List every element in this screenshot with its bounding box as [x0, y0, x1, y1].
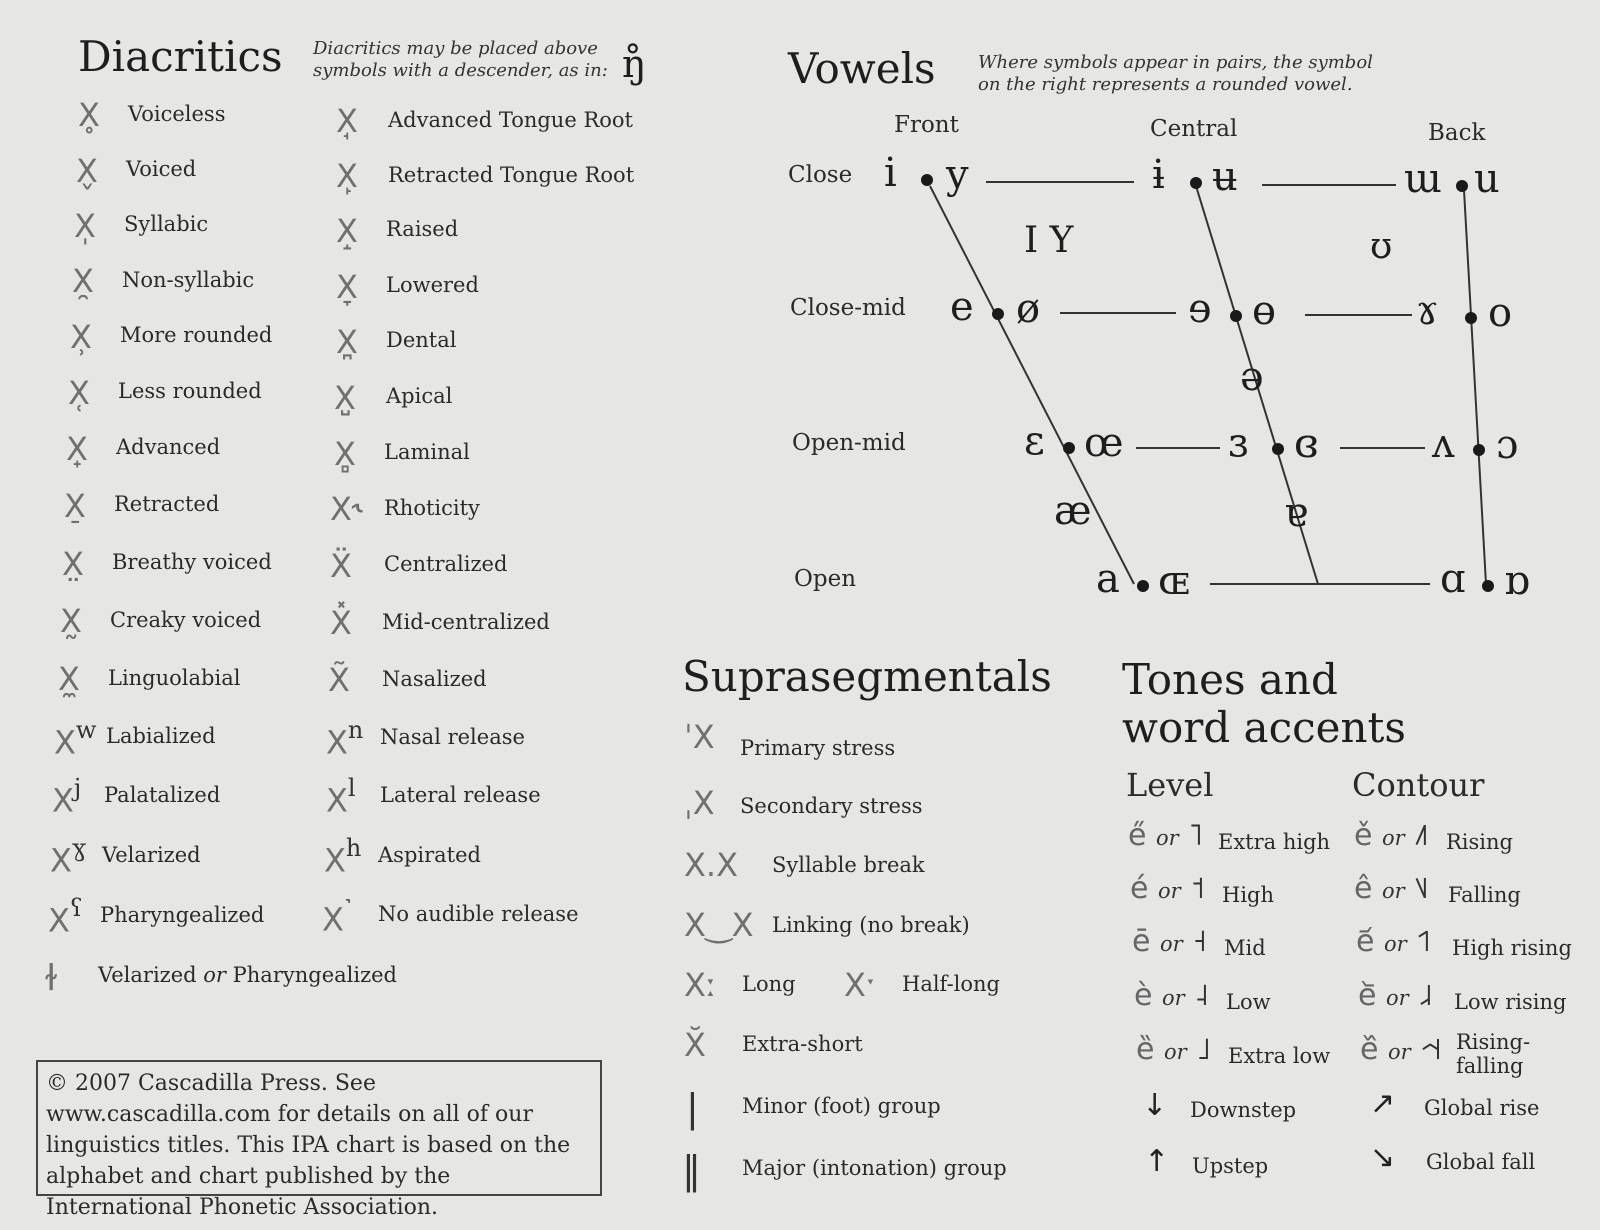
diacritics-title: Diacritics — [78, 32, 283, 81]
diacritic-label: Laminal — [384, 440, 470, 464]
diacritic-label: Non-syllabic — [122, 268, 255, 292]
level-tone-label: Extra low — [1228, 1044, 1331, 1068]
tones-title-line1: Tones and — [1122, 655, 1338, 704]
diacritic-glyph: $X^n$ — [326, 716, 364, 762]
contour-tone-row: ě or ˩˥ — [1354, 818, 1430, 853]
diacritic-label: Aspirated — [378, 843, 481, 867]
diacritic-label: Dental — [386, 328, 457, 352]
diacritics-example: ŋ̊ — [622, 42, 647, 86]
diacritic-glyph: $X^ɣ$ — [50, 834, 87, 880]
major-group-glyph: ‖ — [682, 1148, 701, 1192]
diacritic-glyph: $X^l$ — [326, 774, 356, 820]
minor-group-glyph: | — [686, 1086, 699, 1130]
diacritic-glyph: X̘ — [336, 102, 358, 140]
vowel-close-front-rounded: y — [946, 152, 969, 198]
vowel-open-front-unrounded: a — [1096, 556, 1120, 602]
diacritic-label: Apical — [386, 384, 453, 408]
vowel-open-mid-back-rounded: ɔ — [1496, 422, 1519, 468]
vowel-near-close-back: ʊ — [1370, 226, 1393, 267]
diacritic-label: Raised — [386, 217, 459, 241]
vowel-dot — [1456, 180, 1468, 192]
vowel-close-front-unrounded: i — [884, 150, 897, 196]
vowel-near-open-front: æ — [1054, 488, 1092, 534]
diacritic-glyph: X̞ — [336, 268, 358, 306]
diacritic-glyph: X̻ — [334, 435, 356, 473]
diacritic-glyph: X̥ — [78, 96, 100, 134]
diacritic-glyph: X̝ — [336, 212, 358, 250]
vowel-dot — [1482, 580, 1494, 592]
global-fall-arrow-icon: ↘ — [1370, 1140, 1396, 1175]
level-tone-label: Low — [1226, 990, 1271, 1014]
diacritic-label: Voiced — [126, 157, 197, 181]
vowels-note: Where symbols appear in pairs, the symbol on the right represents a rounded vowel. — [978, 52, 1373, 95]
vowel-dot — [1137, 580, 1149, 592]
diacritic-label: Less rounded — [118, 379, 262, 403]
diacritic-glyph: X̟ — [66, 430, 88, 468]
row-close-mid: Close-mid — [790, 295, 906, 321]
diacritic-label: Linguolabial — [108, 666, 241, 690]
long-glyph: Xː — [684, 966, 717, 1004]
velarized-pharyngealized-label: Velarized or Pharyngealized — [98, 963, 398, 987]
vowel-dot — [1465, 312, 1477, 324]
suprasegmental-glyph: X‿X — [684, 906, 754, 944]
diacritic-glyph: $X^j$ — [52, 774, 82, 820]
diacritic-label: Velarized — [102, 843, 201, 867]
vowel-open-mid-front-rounded: œ — [1084, 420, 1124, 466]
diacritic-glyph: X̰ — [60, 602, 82, 640]
vowel-open-mid-back-unrounded: ʌ — [1432, 421, 1455, 467]
column-central: Central — [1150, 116, 1238, 142]
long-label: Long — [742, 972, 796, 996]
diacritic-label: Mid-centralized — [382, 610, 550, 634]
level-tone-row: ē or ˧ — [1132, 924, 1208, 959]
vowels-title: Vowels — [788, 44, 936, 93]
upstep-arrow-icon: ↑ — [1144, 1144, 1170, 1179]
vowel-open-front-rounded: ɶ — [1158, 558, 1190, 604]
row-close: Close — [788, 162, 853, 188]
diacritic-label: Labialized — [106, 724, 216, 748]
suprasegmental-glyph: ˈX — [684, 718, 715, 756]
extra-short-label: Extra-short — [742, 1032, 863, 1056]
contour-header: Contour — [1352, 766, 1485, 804]
contour-tone-label: Falling — [1448, 883, 1521, 907]
vowel-near-open-central: ɐ — [1284, 490, 1308, 536]
diacritic-glyph: X̬ — [76, 152, 98, 190]
contour-tone-label: Rising — [1446, 830, 1513, 854]
diacritic-label: Lowered — [386, 273, 479, 297]
suprasegmental-label: Linking (no break) — [772, 913, 970, 937]
diacritic-label: Nasalized — [382, 667, 487, 691]
extra-short-glyph: X̆ — [684, 1026, 706, 1064]
diacritic-label: Advanced — [116, 435, 221, 459]
contour-tone-row: e᷅ or ˩˨ — [1358, 978, 1434, 1013]
diacritic-glyph: X˺ — [322, 893, 352, 939]
vowel-close-back-rounded: u — [1474, 156, 1500, 202]
column-back: Back — [1428, 120, 1486, 146]
vowel-close-mid-central-rounded: ɵ — [1252, 288, 1277, 334]
diacritic-glyph: X̜ — [68, 374, 90, 412]
diacritic-glyph: X̼ — [58, 660, 80, 698]
suprasegmentals-title: Suprasegmentals — [682, 652, 1052, 701]
minor-group-label: Minor (foot) group — [742, 1094, 941, 1118]
diacritic-label: Palatalized — [104, 783, 221, 807]
diacritic-glyph: Ẍ — [330, 547, 352, 585]
diacritic-glyph: X̃ — [328, 661, 350, 699]
diacritic-glyph: $X^ʕ$ — [48, 894, 83, 940]
diacritic-glyph: X˞ — [330, 490, 363, 528]
downstep-label: Downstep — [1190, 1098, 1297, 1122]
downstep-arrow-icon: ↓ — [1142, 1088, 1168, 1123]
copyright-box: © 2007 Cascadilla Press. See www.cascadilla.com for details on all of our linguistics titles. This IPA chart is based on the alphabet and chart published by the International Phonetic Association. — [36, 1060, 602, 1196]
diacritic-glyph: X̯ — [72, 262, 94, 300]
diacritic-glyph: X̽ — [330, 604, 352, 642]
diacritic-glyph: X̙ — [336, 157, 358, 195]
row-open-mid: Open-mid — [792, 430, 906, 456]
tones-title-line2: word accents — [1122, 703, 1406, 752]
diacritic-label: Retracted Tongue Root — [388, 163, 635, 187]
suprasegmental-label: Syllable break — [772, 853, 925, 877]
half-long-label: Half-long — [902, 972, 1000, 996]
diacritic-glyph: X̪ — [336, 323, 358, 361]
vowel-close-mid-front-rounded: ø — [1016, 286, 1041, 332]
suprasegmental-glyph: X.X — [684, 846, 739, 884]
diacritic-glyph: X̠ — [64, 487, 86, 525]
half-long-glyph: Xˑ — [844, 966, 877, 1004]
vowel-close-mid-central-unrounded: ɘ — [1188, 286, 1212, 332]
column-front: Front — [894, 112, 959, 138]
level-tone-label: High — [1222, 883, 1274, 907]
contour-tone-row: ê or ˥˩ — [1354, 871, 1430, 906]
diacritic-label: Voiceless — [128, 102, 226, 126]
vowel-dot — [1272, 443, 1284, 455]
global-fall-label: Global fall — [1426, 1150, 1536, 1174]
diacritic-label: More rounded — [120, 323, 273, 347]
diacritics-note: Diacritics may be placed above symbols with a descender, as in: — [313, 38, 608, 81]
vowel-close-central-rounded: ʉ — [1212, 154, 1238, 200]
vowel-dot — [1190, 177, 1202, 189]
diacritic-label: Lateral release — [380, 783, 541, 807]
vowel-dot — [992, 308, 1004, 320]
contour-tone-row: e᷈ or ˧˦˧ — [1360, 1032, 1443, 1067]
contour-tone-label: High rising — [1452, 936, 1572, 960]
diacritic-label: No audible release — [378, 902, 579, 926]
diacritic-label: Syllabic — [124, 212, 209, 236]
diacritic-label: Creaky voiced — [110, 608, 262, 632]
level-tone-label: Extra high — [1218, 830, 1331, 854]
level-tone-row: è or ˨ — [1134, 978, 1210, 1013]
suprasegmental-label: Primary stress — [740, 736, 896, 760]
diacritic-label: Advanced Tongue Root — [388, 108, 633, 132]
vowel-close-mid-front-unrounded: e — [950, 284, 974, 330]
diacritic-label: Pharyngealized — [100, 903, 265, 927]
diacritic-glyph: X̹ — [70, 318, 92, 356]
diacritic-glyph: $X^h$ — [324, 834, 362, 880]
vowel-schwa: ə — [1240, 354, 1264, 400]
vowel-open-back-unrounded: ɑ — [1440, 556, 1466, 602]
vowel-near-close-front: I Y — [1024, 220, 1074, 261]
vowel-close-mid-back-rounded: o — [1488, 290, 1513, 336]
diacritic-label: Rhoticity — [384, 496, 480, 520]
vowel-dot — [1230, 310, 1242, 322]
velarized-pharyngealized-glyph: ɫ — [44, 958, 59, 999]
vowel-dot — [1473, 444, 1485, 456]
suprasegmental-label: Secondary stress — [740, 794, 923, 818]
major-group-label: Major (intonation) group — [742, 1156, 1007, 1180]
level-tone-row: ȅ or ˩ — [1136, 1032, 1212, 1067]
global-rise-label: Global rise — [1424, 1096, 1540, 1120]
diacritic-label: Nasal release — [380, 725, 525, 749]
level-header: Level — [1126, 766, 1214, 804]
vowel-dot — [1063, 442, 1075, 454]
vowel-open-mid-central-unrounded: ɜ — [1228, 420, 1249, 466]
diacritic-glyph: X̤ — [62, 545, 84, 583]
contour-tone-label: Low rising — [1454, 990, 1567, 1014]
vowel-dot — [921, 174, 933, 186]
vowel-open-back-rounded: ɒ — [1504, 558, 1530, 604]
diacritic-glyph: X̩ — [74, 207, 96, 245]
level-tone-row: é or ˦ — [1130, 871, 1206, 906]
tones-title — [1122, 656, 1406, 752]
level-tone-label: Mid — [1224, 936, 1266, 960]
diacritic-glyph: X̺ — [334, 379, 356, 417]
diacritic-label: Centralized — [384, 552, 508, 576]
row-open: Open — [794, 566, 857, 592]
contour-tone-label: Rising- falling — [1456, 1030, 1531, 1078]
level-tone-row: e̋ or ˥ — [1128, 818, 1204, 853]
vowel-close-mid-back-unrounded: ɤ — [1416, 288, 1439, 334]
suprasegmental-glyph: ˌX — [684, 784, 715, 822]
vowel-close-central-unrounded: ɨ — [1152, 152, 1165, 198]
vowel-close-back-unrounded: ɯ — [1404, 156, 1442, 202]
vowel-open-mid-central-rounded: ɞ — [1294, 421, 1319, 467]
diacritic-label: Retracted — [114, 492, 220, 516]
back-edge-line — [1464, 190, 1486, 584]
upstep-label: Upstep — [1192, 1154, 1269, 1178]
vowel-open-mid-front-unrounded: ɛ — [1024, 418, 1045, 464]
contour-tone-row: e᷄ or ˦˥ — [1356, 924, 1432, 959]
diacritic-glyph: $X^w$ — [54, 716, 97, 762]
global-rise-arrow-icon: ↗ — [1370, 1086, 1396, 1121]
diacritic-label: Breathy voiced — [112, 550, 272, 574]
